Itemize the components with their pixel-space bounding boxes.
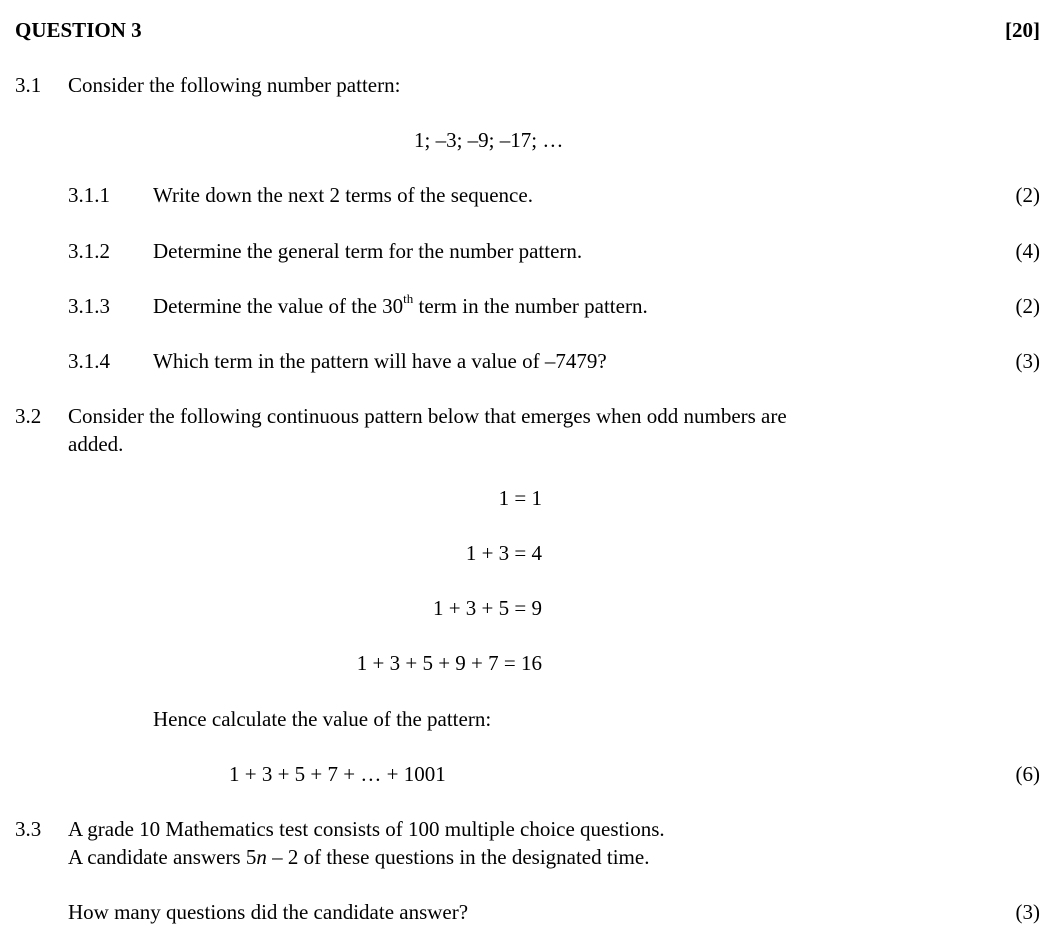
q3-1-3-text-before: Determine the value of the 30 (153, 294, 404, 318)
q3-3-line1: A grade 10 Mathematics test consists of 100 multiple choice questions. (68, 817, 665, 841)
q3-3-line2 (68, 847, 649, 868)
q3-2-number: 3.2 (15, 404, 42, 428)
q3-1-4-marks: (3) (1015, 349, 1040, 373)
q3-1-1-text: Write down the next 2 terms of the sequence. (153, 183, 533, 207)
question-total-marks: [20] (1005, 18, 1040, 42)
q3-1-1-number: 3.1.1 (68, 183, 110, 207)
q3-1-4-number: 3.1.4 (68, 349, 110, 373)
q3-3-marks: (3) (1015, 900, 1040, 924)
q3-3-line2-before: A candidate answers 5 (68, 845, 257, 869)
q3-3-variable-n: n (256, 845, 267, 869)
question-title: QUESTION 3 (15, 18, 142, 42)
q3-2-marks: (6) (1015, 762, 1040, 786)
q3-1-2-text: Determine the general term for the number pattern. (153, 239, 583, 263)
q3-3-line2-after: – 2 of these questions in the designated time. (266, 845, 650, 869)
q3-2-intro-line1: Consider the following continuous pattern below that emerges when odd numbers are (68, 404, 787, 428)
q3-1-3-text (153, 291, 648, 318)
q3-3-number: 3.3 (15, 817, 42, 841)
q3-2-equation: 1 + 3 + 5 = 9 (432, 596, 542, 620)
q3-2-equation: 1 + 3 = 4 (465, 541, 542, 565)
q3-3-question: How many questions did the candidate answer? (68, 900, 469, 924)
q3-1-2-marks: (4) (1015, 239, 1040, 263)
q3-1-intro: Consider the following number pattern: (68, 73, 401, 97)
q3-1-4-text: Which term in the pattern will have a value of –7479? (153, 349, 607, 373)
q3-1-number: 3.1 (15, 73, 42, 97)
q3-2-hence-text: Hence calculate the value of the pattern: (153, 707, 492, 731)
q3-1-3-superscript: th (403, 291, 414, 306)
q3-1-sequence: 1; –3; –9; –17; … (414, 128, 564, 152)
q3-2-equation: 1 + 3 + 5 + 9 + 7 = 16 (356, 651, 542, 675)
q3-1-1-marks: (2) (1015, 183, 1040, 207)
q3-1-3-marks: (2) (1015, 294, 1040, 318)
q3-2-series: 1 + 3 + 5 + 7 + … + 1001 (229, 762, 446, 786)
q3-2-equation: 1 = 1 (498, 486, 542, 510)
q3-2-intro-line2: added. (68, 432, 124, 456)
q3-1-3-number: 3.1.3 (68, 294, 110, 318)
q3-1-3-text-after: term in the number pattern. (413, 294, 648, 318)
q3-1-2-number: 3.1.2 (68, 239, 110, 263)
